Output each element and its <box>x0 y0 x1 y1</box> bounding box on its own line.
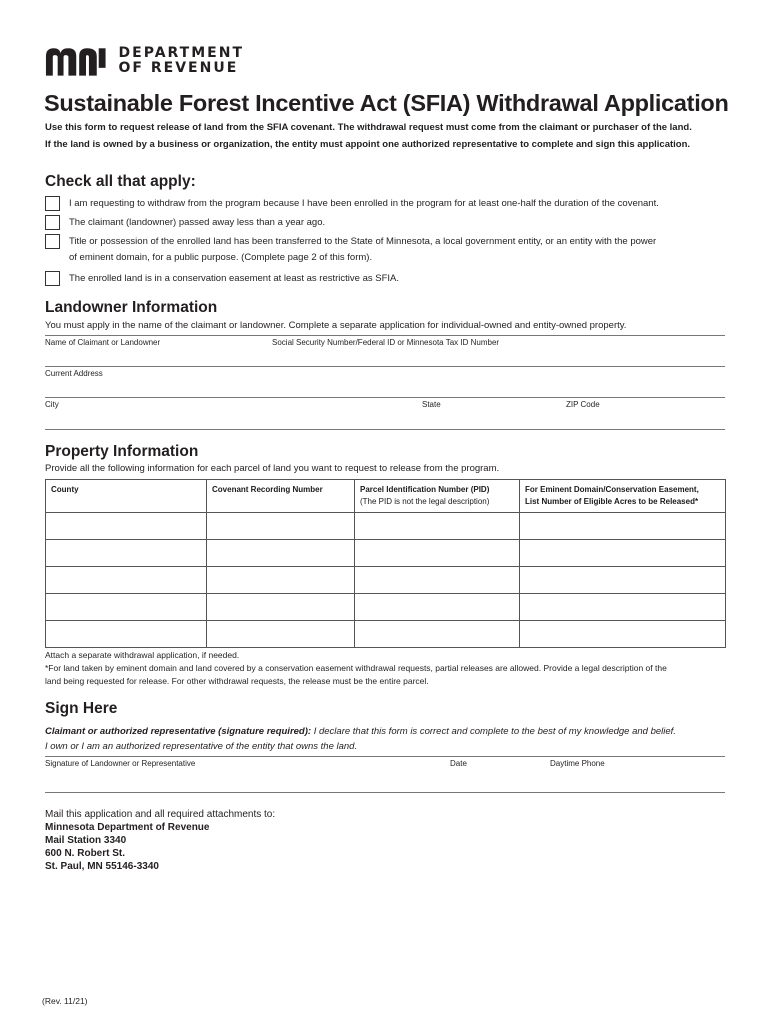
table-header-row <box>46 480 726 513</box>
column-label: Parcel Identification Number (PID) <box>360 485 490 494</box>
checkbox-conservation-easement[interactable] <box>45 271 60 286</box>
mn-logo-mark-icon <box>44 46 107 76</box>
checkbox-label: The enrolled land is in a conservation easement at least as restrictive as SFIA. <box>69 272 400 284</box>
name-field-line[interactable] <box>45 366 725 367</box>
checkbox-label: I am requesting to withdraw from the program because I have been enrolled in the program for at least one-half the duration of the covenant. <box>69 197 659 209</box>
table-cell[interactable] <box>46 594 207 621</box>
column-label: County <box>51 485 79 494</box>
address-field-line[interactable] <box>45 397 725 398</box>
checkbox-row-conservation-easement[interactable] <box>45 270 399 286</box>
zip-code-label: ZIP Code <box>566 400 600 409</box>
ssn-tax-id-label: Social Security Number/Federal ID or Minnesota Tax ID Number <box>272 338 500 347</box>
divider <box>45 335 725 336</box>
checkbox-claimant-deceased[interactable] <box>45 215 60 230</box>
property-note: Provide all the following information for each parcel of land you want to request to release from the program. <box>45 463 500 474</box>
divider <box>45 756 725 757</box>
table-cell[interactable] <box>207 540 355 567</box>
dor-logo <box>44 44 244 78</box>
check-all-heading: Check all that apply: <box>45 173 196 190</box>
intro-line-1: Use this form to request release of land from the SFIA covenant. The withdrawal request must come from the claimant or purchaser of the land. <box>45 122 692 133</box>
date-label: Date <box>450 759 467 768</box>
table-cell[interactable] <box>520 540 726 567</box>
checkbox-title-transferred[interactable] <box>45 234 60 249</box>
table-cell[interactable] <box>355 513 520 540</box>
column-sublabel: List Number of Eligible Acres to be Released* <box>525 497 699 506</box>
mail-address-line-2: Mail Station 3340 <box>45 835 127 846</box>
checkbox-row-claimant-deceased[interactable] <box>45 214 325 230</box>
table-cell[interactable] <box>355 540 520 567</box>
mail-address-line-4: St. Paul, MN 55146-3340 <box>45 861 159 872</box>
column-sublabel: (The PID is not the legal description) <box>360 497 490 506</box>
signature-field-line[interactable] <box>45 792 725 793</box>
sign-heading: Sign Here <box>45 700 118 717</box>
table-row <box>46 567 726 594</box>
table-cell[interactable] <box>46 567 207 594</box>
table-row <box>46 594 726 621</box>
sign-statement-line-2: I own or I am an authorized representative of the entity that owns the land. <box>45 741 358 752</box>
sign-statement-lead: Claimant or authorized representative (signature required): <box>45 726 312 737</box>
table-cell[interactable] <box>520 513 726 540</box>
table-row <box>46 513 726 540</box>
column-eligible-acres <box>520 480 726 513</box>
signature-label: Signature of Landowner or Representative <box>45 759 196 768</box>
checkbox-row-half-duration[interactable] <box>45 195 659 211</box>
property-table <box>45 479 726 648</box>
revision-label: (Rev. 11/21) <box>42 996 88 1006</box>
checkbox-row-title-transferred[interactable] <box>45 233 656 249</box>
table-cell[interactable] <box>46 513 207 540</box>
landowner-note: You must apply in the name of the claimant or landowner. Complete a separate application for individual-owned and entity-owned property. <box>45 320 627 331</box>
table-cell[interactable] <box>207 594 355 621</box>
landowner-heading: Landowner Information <box>45 299 218 316</box>
footnote-line-1: *For land taken by eminent domain and land covered by a conservation easement withdrawal requests, partial releases are allowed. Provide a legal description of the <box>45 663 667 673</box>
state-label: State <box>422 400 441 409</box>
logo-text-line1: DEPARTMENT <box>118 45 244 61</box>
table-cell[interactable] <box>207 621 355 648</box>
table-cell[interactable] <box>520 594 726 621</box>
attach-note: Attach a separate withdrawal application, if needed. <box>45 650 240 660</box>
mail-intro: Mail this application and all required attachments to: <box>45 809 276 820</box>
table-cell[interactable] <box>520 567 726 594</box>
checkbox-label: The claimant (landowner) passed away less than a year ago. <box>69 216 326 228</box>
table-cell[interactable] <box>355 621 520 648</box>
table-cell[interactable] <box>46 540 207 567</box>
table-cell[interactable] <box>355 567 520 594</box>
table-cell[interactable] <box>355 594 520 621</box>
intro-line-2: If the land is owned by a business or organization, the entity must appoint one authorized representative to complete and sign this application. <box>45 139 691 150</box>
page-title: Sustainable Forest Incentive Act (SFIA) Withdrawal Application <box>44 90 729 116</box>
table-cell[interactable] <box>207 513 355 540</box>
property-heading: Property Information <box>45 443 199 460</box>
checkbox-half-duration[interactable] <box>45 196 60 211</box>
logo-text-line2: OF REVENUE <box>118 60 239 76</box>
checkbox-label-continuation: of eminent domain, for a public purpose. (Complete page 2 of this form). <box>69 252 373 263</box>
table-cell[interactable] <box>520 621 726 648</box>
column-parcel-id <box>355 480 520 513</box>
column-label: Covenant Recording Number <box>212 485 323 494</box>
column-covenant-recording-number <box>207 480 355 513</box>
table-cell[interactable] <box>207 567 355 594</box>
checkbox-label: Title or possession of the enrolled land has been transferred to the State of Minnesota, a local government entity, or an entity with the power <box>69 235 657 247</box>
table-row <box>46 621 726 648</box>
table-row <box>46 540 726 567</box>
sign-statement-line-1 <box>45 726 676 737</box>
name-of-claimant-label: Name of Claimant or Landowner <box>45 338 161 347</box>
sign-statement-rest: I declare that this form is correct and complete to the best of my knowledge and belief. <box>311 726 676 737</box>
column-county <box>46 480 207 513</box>
city-label: City <box>45 400 59 409</box>
table-cell[interactable] <box>46 621 207 648</box>
city-state-zip-field-line[interactable] <box>45 429 725 430</box>
current-address-label: Current Address <box>45 369 103 378</box>
daytime-phone-label: Daytime Phone <box>550 759 605 768</box>
footnote-line-2: land being requested for release. For other withdrawal requests, the release must be the entire parcel. <box>45 676 429 686</box>
mail-address-line-1: Minnesota Department of Revenue <box>45 822 210 833</box>
column-label: For Eminent Domain/Conservation Easement, <box>525 485 699 494</box>
mail-address-line-3: 600 N. Robert St. <box>45 848 126 859</box>
